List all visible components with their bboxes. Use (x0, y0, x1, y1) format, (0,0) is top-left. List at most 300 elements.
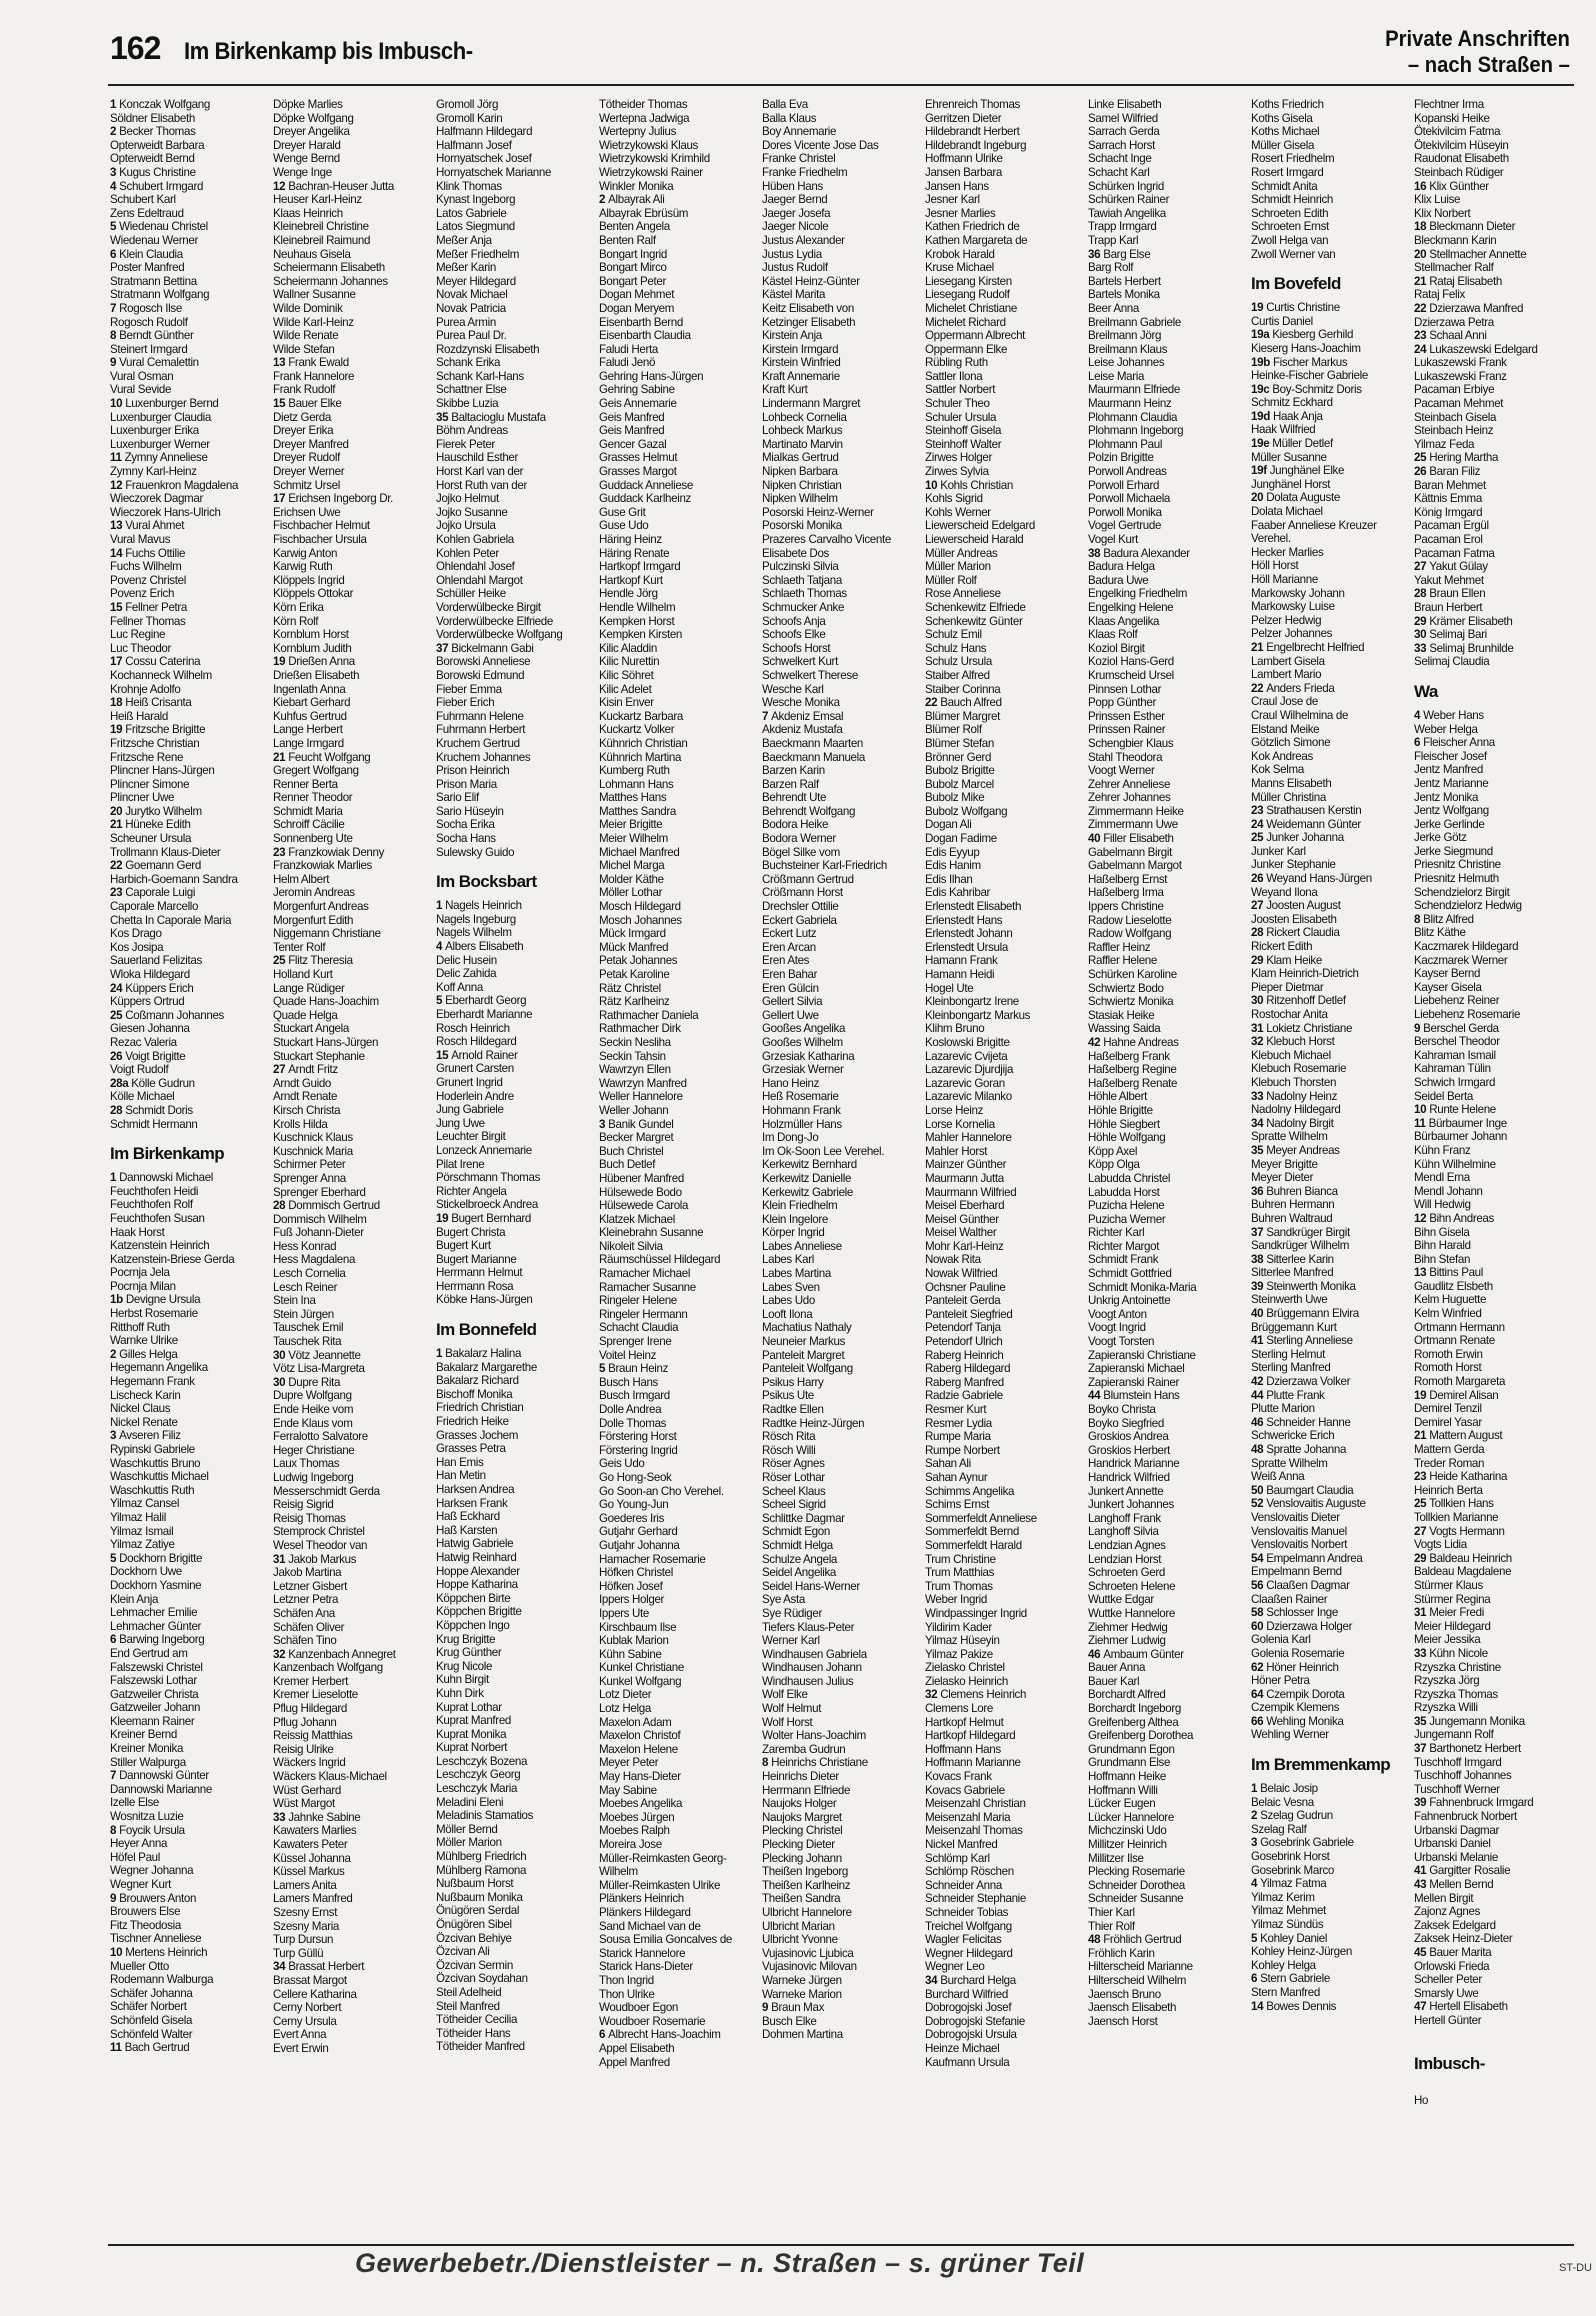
resident-name: Özcivan Soydahan (436, 1972, 528, 1986)
resident-entry (599, 941, 762, 955)
resident-name: Han Emis (436, 1455, 484, 1469)
resident-entry (599, 1186, 762, 1200)
resident-entry (1414, 166, 1577, 180)
house-number: 8 (110, 1823, 117, 1837)
resident-entry (110, 968, 273, 982)
resident-name: Blitz Käthe (1414, 926, 1466, 940)
resident-entry (599, 1022, 762, 1036)
resident-name: Erlenstedt Hans (925, 913, 1003, 927)
resident-name: Höfel Paul (110, 1850, 160, 1864)
resident-entry (1251, 1579, 1414, 1593)
resident-entry (110, 112, 273, 126)
resident-name: Kirsch Christa (273, 1103, 341, 1117)
resident-entry (1088, 383, 1251, 397)
resident-entry (599, 316, 762, 330)
resident-name: Schwiertz Bodo (1088, 981, 1164, 995)
resident-entry (762, 669, 925, 683)
resident-entry (1088, 438, 1251, 452)
resident-entry (599, 207, 762, 221)
resident-entry (436, 329, 599, 343)
resident-name: Stürmer Regina (1414, 1592, 1491, 1606)
resident-name: Dogan Mehmet (599, 288, 675, 302)
resident-entry (436, 438, 599, 452)
resident-name: Plutte Marion (1251, 1402, 1315, 1416)
resident-name: Steinbach Gisela (1414, 410, 1497, 424)
resident-name: Fuß Johann-Dieter (273, 1226, 364, 1240)
resident-entry (762, 1988, 925, 2002)
resident-entry (599, 1457, 762, 1471)
house-number: 2 (110, 1347, 117, 1361)
resident-name: Hendle Wilhelm (599, 600, 676, 614)
resident-entry (925, 1213, 1088, 1227)
resident-name: Demirel Alisan (1429, 1388, 1499, 1402)
resident-entry (1251, 614, 1414, 628)
resident-entry (273, 1050, 436, 1064)
resident-name: Hogel Ute (925, 981, 974, 995)
resident-name: Krolls Hilda (273, 1117, 328, 1131)
house-number: 1 (110, 1171, 117, 1185)
resident-name: Albayrak Ali (608, 193, 665, 207)
house-number: 60 (1251, 1619, 1264, 1633)
resident-entry (1414, 1484, 1577, 1498)
resident-entry (273, 764, 436, 778)
resident-name: Herrmann Elfriede (762, 1783, 851, 1797)
resident-name: Zirwes Holger (925, 451, 992, 465)
resident-name: Stuckart Hans-Jürgen (273, 1035, 379, 1049)
resident-name: Mattern August (1429, 1429, 1503, 1443)
resident-name: Bauer Anna (1088, 1661, 1146, 1675)
resident-name: Starick Hans-Dieter (599, 1960, 693, 1974)
resident-name: Luxenburger Bernd (125, 397, 219, 411)
resident-name: Ippers Christine (1088, 900, 1164, 914)
resident-entry (1414, 845, 1577, 859)
resident-name: Wilde Dominik (273, 301, 343, 315)
house-number: 47 (1414, 2000, 1427, 2014)
resident-name: Purea Paul Dr. (436, 329, 507, 343)
house-number: 30 (273, 1375, 286, 1389)
resident-entry (1251, 1688, 1414, 1702)
resident-name: Hoffmann Marianne (925, 1756, 1021, 1770)
resident-name: Jesner Karl (925, 193, 980, 207)
resident-name: Gehring Hans-Jürgen (599, 369, 704, 383)
resident-entry (110, 248, 273, 262)
resident-entry (1414, 139, 1577, 153)
resident-name: Plohmann Claudia (1088, 410, 1178, 424)
resident-entry (1088, 1403, 1251, 1417)
resident-entry (1251, 1904, 1414, 1918)
resident-name: Turp Güllü (273, 1946, 324, 1960)
resident-entry (1088, 914, 1251, 928)
resident-entry (273, 234, 436, 248)
resident-name: Jurytko Wilhelm (125, 804, 202, 818)
resident-entry (436, 180, 599, 194)
resident-entry (925, 710, 1088, 724)
resident-entry (1251, 369, 1414, 383)
resident-entry (436, 710, 599, 724)
resident-entry (599, 2001, 762, 2015)
resident-entry (1088, 1784, 1251, 1798)
resident-name: Steinwerth Uwe (1251, 1293, 1328, 1307)
resident-name: Dogan Meryem (599, 301, 675, 315)
house-number: 29 (1414, 1551, 1427, 1565)
resident-entry (1088, 1648, 1251, 1662)
resident-entry (436, 1266, 599, 1280)
resident-entry (1414, 1946, 1577, 1960)
resident-entry (762, 1729, 925, 1743)
resident-name: Benten Angela (599, 220, 670, 234)
resident-name: Jung Uwe (436, 1116, 485, 1130)
resident-entry (110, 451, 273, 465)
resident-entry (1251, 627, 1414, 641)
resident-entry (1251, 1647, 1414, 1661)
resident-entry (273, 1253, 436, 1267)
resident-name: Devigne Ursula (125, 1293, 201, 1307)
resident-entry (925, 193, 1088, 207)
resident-entry (925, 383, 1088, 397)
resident-entry (436, 234, 599, 248)
resident-name: Rypinski Gabriele (110, 1443, 195, 1456)
resident-entry (1088, 1471, 1251, 1485)
resident-entry (1088, 1988, 1251, 2002)
resident-name: Vural Cemalettin (119, 356, 199, 370)
resident-entry (273, 1974, 436, 1988)
resident-entry (1414, 1280, 1577, 1294)
resident-name: Barg Rolf (1088, 261, 1134, 275)
resident-entry (599, 112, 762, 126)
resident-entry (273, 1960, 436, 1974)
resident-entry (273, 669, 436, 683)
resident-name: Trum Matthias (925, 1566, 995, 1580)
resident-name: Kohlen Gabriela (436, 533, 514, 546)
resident-name: Scheller Peter (1414, 1973, 1482, 1987)
house-number: 35 (1251, 1143, 1264, 1157)
resident-name: Nadolny Heinz (1266, 1089, 1338, 1103)
resident-entry (925, 1770, 1088, 1784)
resident-entry (1251, 1375, 1414, 1389)
resident-entry (273, 98, 436, 112)
house-number: 23 (1251, 804, 1264, 818)
resident-name: Kästel Marita (762, 288, 826, 302)
resident-name: Moebes Ralph (599, 1824, 670, 1838)
house-number: 26 (110, 1049, 123, 1063)
resident-name: Golenia Karl (1251, 1633, 1311, 1647)
resident-name: Schneider Hanne (1266, 1415, 1351, 1429)
resident-name: Barthonetz Herbert (1429, 1742, 1521, 1756)
resident-entry (110, 954, 273, 968)
resident-entry (599, 574, 762, 588)
resident-entry (1414, 1470, 1577, 1484)
resident-name: Baldeau Heinrich (1429, 1551, 1512, 1565)
resident-name: Reissig Matthias (273, 1729, 353, 1743)
resident-entry (273, 832, 436, 846)
resident-name: Grunert Ingrid (436, 1075, 503, 1089)
resident-entry (110, 628, 273, 642)
resident-name: Tuschhoff Werner (1414, 1782, 1500, 1796)
resident-name: Eberhardt Marianne (436, 1008, 533, 1021)
resident-name: Lischeck Karin (110, 1388, 181, 1402)
resident-entry (273, 207, 436, 221)
resident-name: Schmidt Monika-Maria (1088, 1280, 1197, 1294)
resident-name: Badura Alexander (1103, 546, 1190, 560)
resident-name: Sarrach Gerda (1088, 125, 1160, 139)
resident-name: Schneider Tobias (925, 1905, 1009, 1919)
resident-name: Ohlendahl Josef (436, 560, 515, 574)
resident-name: Franzkowiak Marlies (273, 859, 373, 873)
resident-name: Greifenberg Althea (1088, 1715, 1179, 1729)
resident-entry (436, 1605, 599, 1619)
resident-entry (1251, 1552, 1414, 1566)
house-number: 32 (273, 1647, 286, 1661)
resident-name: Franke Christel (762, 152, 836, 166)
resident-entry (925, 2001, 1088, 2015)
resident-name: Tötheider Thomas (599, 98, 688, 111)
resident-name: Eberhardt Georg (445, 994, 527, 1008)
resident-name: Stürmer Klaus (1414, 1578, 1483, 1592)
resident-entry (599, 343, 762, 357)
resident-name: Jaensch Horst (1088, 2014, 1158, 2028)
resident-entry (762, 207, 925, 221)
resident-name: Prinssen Rainer (1088, 723, 1166, 737)
resident-entry (762, 1213, 925, 1227)
house-number: 20 (1251, 491, 1264, 505)
resident-name: Feuchthofen Rolf (110, 1198, 193, 1212)
resident-entry (1088, 1892, 1251, 1906)
house-number: 28 (110, 1103, 123, 1117)
resident-entry (1414, 574, 1577, 588)
resident-entry (436, 1049, 599, 1063)
resident-entry (273, 343, 436, 357)
resident-entry (110, 886, 273, 900)
resident-name: Sommerfeldt Bernd (925, 1525, 1019, 1539)
resident-name: Häring Renate (599, 546, 670, 560)
resident-entry (1088, 180, 1251, 194)
resident-name: Schmidt Helga (762, 1538, 833, 1552)
resident-entry (1414, 125, 1577, 139)
resident-name: Pelzer Hedwig (1251, 613, 1322, 627)
resident-entry (436, 587, 599, 601)
resident-name: Baeckmann Manuela (762, 750, 865, 764)
resident-entry (762, 1688, 925, 1702)
resident-name: Dogan Fadime (925, 832, 997, 846)
resident-name: Pelzer Johannes (1251, 627, 1333, 641)
resident-name: Steinert Irmgard (110, 342, 188, 356)
resident-name: Waschkuttis Michael (110, 1470, 209, 1484)
section-title-line-2: – nach Straßen – (1408, 52, 1570, 77)
resident-entry (110, 1715, 273, 1729)
resident-entry (762, 547, 925, 561)
resident-entry (762, 982, 925, 996)
resident-entry (1251, 1918, 1414, 1932)
resident-name: Maxelon Adam (599, 1715, 672, 1729)
resident-entry (762, 1498, 925, 1512)
resident-name: Geis Manfred (599, 424, 665, 438)
resident-entry (599, 1661, 762, 1675)
resident-entry (1088, 1145, 1251, 1159)
resident-entry (925, 1240, 1088, 1254)
house-number: 50 (1251, 1483, 1264, 1497)
resident-entry (110, 1198, 273, 1212)
resident-name: Turp Dursun (273, 1933, 334, 1947)
resident-name: Schirmer Peter (273, 1158, 346, 1172)
resident-name: Albayrak Ebrüsüm (599, 206, 689, 220)
resident-entry (110, 1416, 273, 1430)
resident-entry (762, 1661, 925, 1675)
resident-entry (273, 220, 436, 234)
resident-entry (599, 642, 762, 656)
house-number: 30 (1414, 628, 1427, 642)
resident-entry (1251, 899, 1414, 913)
resident-name: Letzner Gisbert (273, 1579, 348, 1593)
resident-entry (436, 1565, 599, 1579)
resident-name: Kuprat Lothar (436, 1700, 502, 1714)
resident-name: Rose Anneliese (925, 587, 1001, 601)
resident-name: Hübener Manfred (599, 1171, 684, 1185)
resident-name: Tollkien Hans (1429, 1497, 1494, 1511)
resident-name: Weber Hans (1423, 708, 1484, 722)
resident-name: Klihm Bruno (925, 1022, 985, 1036)
resident-name: May Hans-Dieter (599, 1770, 681, 1784)
resident-name: Hoderlein Andre (436, 1089, 514, 1103)
resident-entry (1088, 343, 1251, 357)
resident-name: Haak Anja (1272, 409, 1323, 423)
resident-entry (762, 1362, 925, 1376)
resident-entry (436, 424, 599, 438)
resident-entry (599, 261, 762, 275)
resident-entry (599, 1702, 762, 1716)
resident-entry (1251, 1864, 1414, 1878)
resident-entry (599, 1593, 762, 1607)
house-number: 40 (1088, 832, 1101, 846)
resident-entry (1414, 804, 1577, 818)
resident-entry (273, 1335, 436, 1349)
resident-name: Schubert Karl (110, 193, 176, 207)
resident-entry (1088, 1321, 1251, 1335)
page-title: Im Birkenkamp bis Imbusch- (184, 38, 473, 65)
resident-entry (273, 1743, 436, 1757)
resident-entry (436, 940, 599, 954)
resident-name: Meßer Karin (436, 261, 496, 275)
resident-entry (436, 125, 599, 139)
resident-entry (273, 1525, 436, 1539)
resident-name: Förstering Ingrid (599, 1443, 678, 1457)
resident-entry (599, 1838, 762, 1852)
resident-name: Gutjahr Johanna (599, 1538, 680, 1552)
resident-entry (436, 1986, 599, 2000)
house-number: 39 (1251, 1279, 1264, 1293)
resident-entry (110, 1620, 273, 1634)
resident-entry (1251, 112, 1414, 126)
resident-entry (273, 1892, 436, 1906)
resident-name: Voigt Rudolf (110, 1063, 169, 1077)
resident-entry (1251, 1470, 1414, 1484)
resident-entry (762, 1063, 925, 1077)
resident-name: Körn Rolf (273, 614, 319, 628)
resident-entry (762, 696, 925, 710)
resident-entry (925, 1349, 1088, 1363)
resident-entry (762, 886, 925, 900)
resident-entry (436, 628, 599, 642)
resident-entry (110, 723, 273, 737)
resident-name: Trum Thomas (925, 1579, 993, 1593)
resident-entry (762, 1321, 925, 1335)
resident-name: Fellner Thomas (110, 614, 186, 628)
resident-entry (436, 248, 599, 262)
resident-name: Wolf Helmut (762, 1702, 822, 1716)
resident-name: Haßelberg Ernst (1088, 872, 1168, 886)
resident-entry (1088, 1240, 1251, 1254)
resident-name: Heinrich Berta (1414, 1483, 1483, 1497)
resident-entry (273, 1362, 436, 1376)
resident-entry (110, 1185, 273, 1199)
resident-name: Lukaszewski Franz (1414, 369, 1507, 383)
resident-name: Schendzielorz Hedwig (1414, 899, 1522, 913)
resident-entry (599, 1580, 762, 1594)
resident-name: Klaas Heinrich (273, 206, 343, 220)
resident-entry (110, 1104, 273, 1118)
resident-entry (599, 628, 762, 642)
resident-entry (599, 601, 762, 615)
house-number: 10 (110, 397, 123, 411)
resident-entry (762, 1879, 925, 1893)
resident-name: Cellere Katharina (273, 1987, 357, 2001)
house-number: 31 (1414, 1606, 1427, 1620)
resident-entry (1251, 1593, 1414, 1607)
resident-entry (925, 220, 1088, 234)
resident-entry (925, 152, 1088, 166)
resident-name: Zaksek Heinz-Dieter (1414, 1932, 1513, 1946)
resident-entry (436, 1130, 599, 1144)
house-number: 41 (1414, 1864, 1427, 1878)
resident-name: Meisenzahl Maria (925, 1810, 1011, 1824)
resident-name: Heinze Michael (925, 2041, 1000, 2055)
resident-entry (762, 1471, 925, 1485)
house-number: 31 (1251, 1021, 1264, 1035)
resident-entry (1088, 1634, 1251, 1648)
resident-entry (925, 288, 1088, 302)
resident-entry (925, 642, 1088, 656)
resident-entry (1251, 1484, 1414, 1498)
resident-entry (1414, 411, 1577, 425)
resident-name: Lange Irmgard (273, 736, 344, 750)
resident-name: Bugert Bernhard (451, 1211, 532, 1225)
resident-name: Behrendt Ute (762, 791, 827, 805)
resident-name: Kiebart Gerhard (273, 696, 351, 710)
resident-entry (1088, 886, 1251, 900)
resident-name: Klam Heike (1266, 953, 1322, 967)
resident-name: Kohls Christian (940, 478, 1013, 492)
resident-name: Rickert Claudia (1266, 926, 1340, 940)
resident-name: Arndt Renate (273, 1090, 338, 1104)
resident-name: Schubert Irmgard (119, 179, 204, 193)
resident-name: Vural Ahmet (125, 519, 185, 533)
resident-name: Lukaszewski Frank (1414, 356, 1507, 370)
resident-name: Klebuch Michael (1251, 1048, 1331, 1062)
resident-name: Arndt Guido (273, 1076, 332, 1090)
resident-entry (273, 1811, 436, 1825)
resident-entry (925, 275, 1088, 289)
resident-name: Rosch Hildegard (436, 1035, 517, 1049)
resident-name: Jesner Marlies (925, 206, 996, 220)
resident-entry (925, 914, 1088, 928)
resident-entry (273, 316, 436, 330)
resident-name: Empelmann Bernd (1251, 1565, 1342, 1579)
resident-entry (436, 751, 599, 765)
resident-entry (436, 1959, 599, 1973)
resident-entry (110, 710, 273, 724)
house-number: 6 (110, 247, 117, 261)
resident-name: Sandkrüger Wilhelm (1251, 1239, 1350, 1253)
resident-name: Bihn Stefan (1414, 1252, 1471, 1266)
